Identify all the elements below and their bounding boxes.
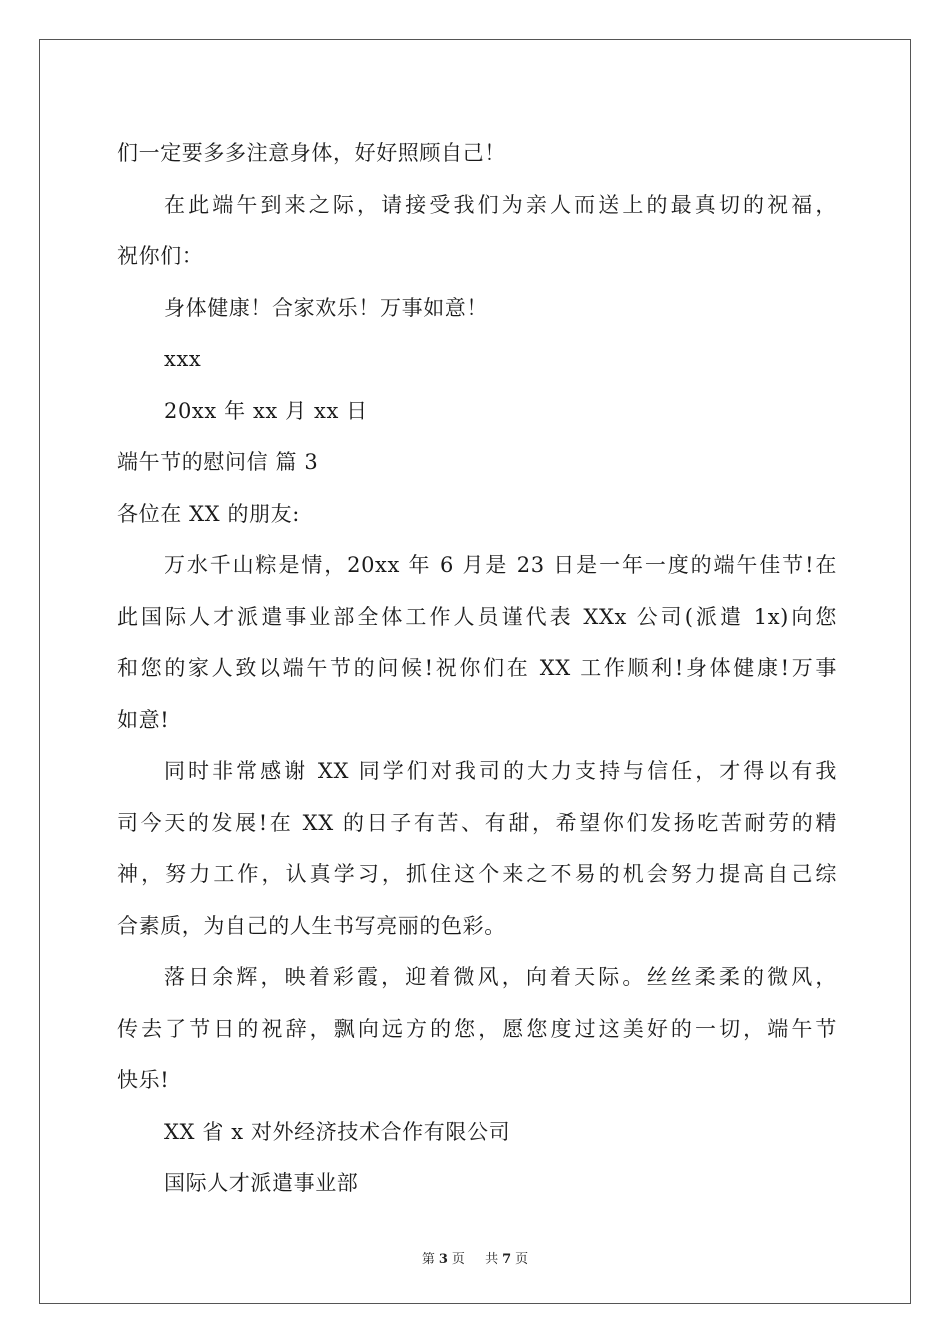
signature-name: xxx <box>164 347 202 371</box>
signature-company: XX 省 x 对外经济技术合作有限公司 <box>164 1119 511 1144</box>
page-current: 3 <box>438 1252 448 1267</box>
text-line: 如意! <box>117 707 170 732</box>
salutation: 各位在 XX 的朋友: <box>117 501 300 526</box>
section-title: 端午节的慰问信 篇 3 <box>117 450 319 474</box>
text-line: 们一定要多多注意身体，好好照顾自己！ <box>117 141 506 165</box>
text-line: 和您的家人致以端午节的问候!祝你们在 XX 工作顺利!身体健康!万事 <box>117 656 837 680</box>
page-footer <box>0 1248 950 1267</box>
text-line: 落日余辉，映着彩霞，迎着微风，向着天际。丝丝柔柔的微风， <box>164 965 837 989</box>
signature-date: 20xx 年 xx 月 xx 日 <box>164 398 368 423</box>
total-prefix: 共 <box>485 1252 499 1267</box>
text-line: 此国际人才派遣事业部全体工作人员谨代表 XXx 公司(派遣 1x)向您 <box>117 604 837 629</box>
text-line: 合素质，为自己的人生书写亮丽的色彩。 <box>117 913 506 938</box>
page-number <box>418 1252 469 1267</box>
text-line: 万水千山粽是情，20xx 年 6 月是 23 日是一年一度的端午佳节!在 <box>164 553 837 577</box>
text-line: 同时非常感谢 XX 同学们对我司的大力支持与信任，才得以有我 <box>164 759 837 783</box>
text-line: 快乐! <box>117 1068 170 1092</box>
page-suffix: 页 <box>451 1252 465 1267</box>
text-line: 在此端午到来之际，请接受我们为亲人而送上的最真切的祝福， <box>164 192 837 217</box>
text-line: 司今天的发展!在 XX 的日子有苦、有甜，希望你们发扬吃苦耐劳的精 <box>117 810 837 835</box>
document-body <box>117 128 837 1210</box>
total-suffix: 页 <box>515 1252 529 1267</box>
total-pages: 7 <box>502 1252 512 1267</box>
page-prefix: 第 <box>421 1252 435 1267</box>
text-line: 神，努力工作，认真学习，抓住这个来之不易的机会努力提高自己综 <box>117 862 837 886</box>
page-total <box>481 1252 532 1267</box>
signature-department: 国际人才派遣事业部 <box>164 1171 359 1195</box>
text-line: 祝你们： <box>117 244 204 268</box>
text-line: 身体健康！合家欢乐！万事如意！ <box>164 295 488 320</box>
text-line: 传去了节日的祝辞，飘向远方的您，愿您度过这美好的一切，端午节 <box>117 1016 837 1041</box>
